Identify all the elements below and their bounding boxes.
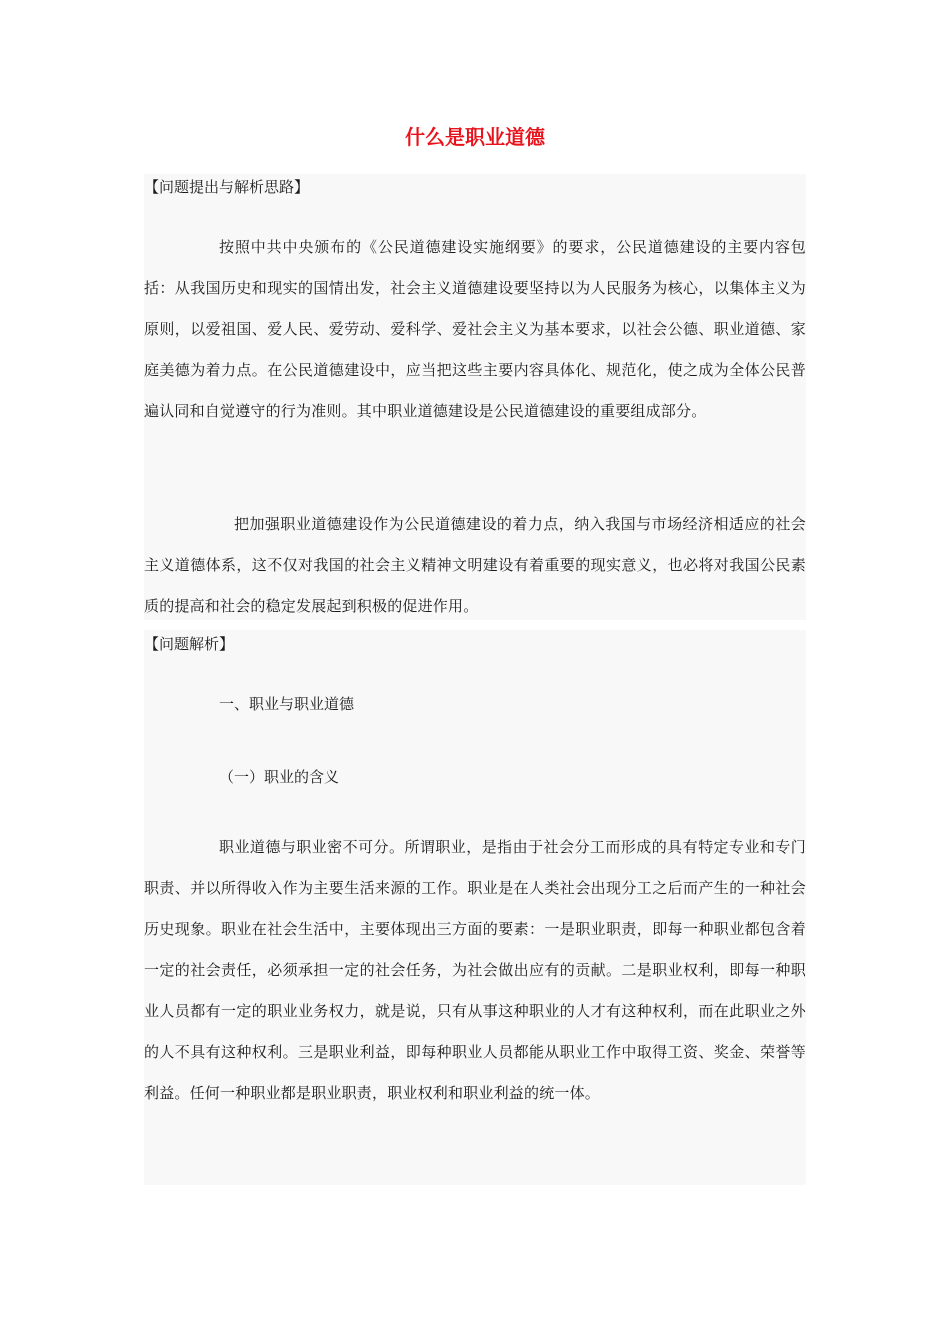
section-problem-analysis (144, 630, 806, 1185)
paragraph: 把加强职业道德建设作为公民道德建设的着力点，纳入我国与市场经济相适应的社会主义道德体系，这不仅对我国的社会主义精神文明建设有着重要的现实意义，也必将对我国公民素质的提高和社会的稳定发展起到积极的促进作用。 (144, 515, 806, 615)
paragraph: 职业道德与职业密不可分。所谓职业，是指由于社会分工而形成的具有特定专业和专门职责、并以所得收入作为主要生活来源的工作。职业是在人类社会出现分工之后而产生的一种社会历史现象。职业在社会生活中，主要体现出三方面的要素：一是职业职责，即每一种职业都包含着一定的社会责任，必须承担一定的社会任务，为社会做出应有的贡献。二是职业权利，即每一种职业人员都有一定的职业业务权力，就是说，只有从事这种职业的人才有这种权利，而在此职业之外的人不具有这种权利。三是职业利益，即每种职业人员都能从职业工作中取得工资、奖金、荣誉等利益。任何一种职业都是职业职责，职业权利和职业利益的统一体。 (144, 838, 806, 1102)
paragraph: 按照中共中央颁布的《公民道德建设实施纲要》的要求，公民道德建设的主要内容包括：从我国历史和现实的国情出发，社会主义道德建设要坚持以为人民服务为核心，以集体主义为原则，以爱祖国、爱人民、爱劳动、爱科学、爱社会主义为基本要求，以社会公德、职业道德、家庭美德为着力点。在公民道德建设中，应当把这些主要内容具体化、规范化，使之成为全体公民普遍认同和自觉遵守的行为准则。其中职业道德建设是公民道德建设的重要组成部分。 (144, 238, 806, 420)
subheading: 一、职业与职业道德 (219, 695, 355, 713)
page-title: 什么是职业道德 (405, 125, 545, 149)
subheading: （一）职业的含义 (219, 768, 340, 786)
section-heading: 【问题解析】 (144, 635, 235, 653)
section-problem-statement (144, 174, 806, 620)
section-heading: 【问题提出与解析思路】 (144, 178, 310, 196)
